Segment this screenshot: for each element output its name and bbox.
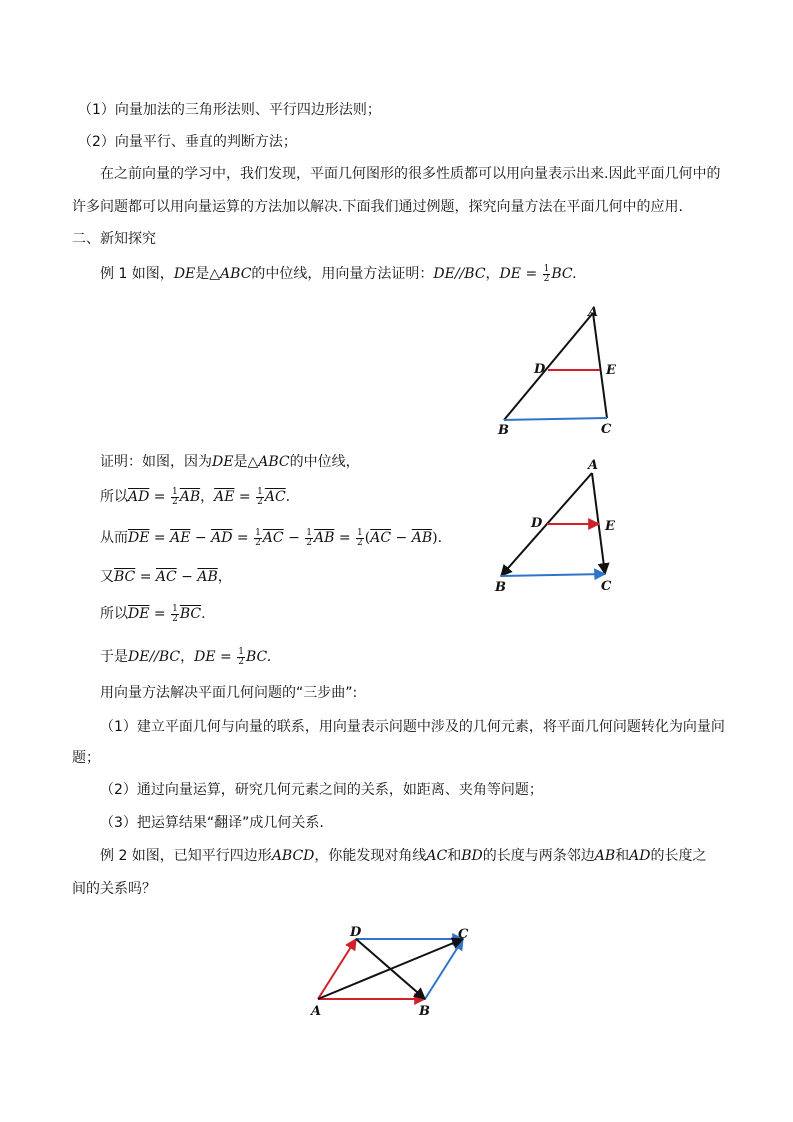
example1-statement: 例 1 如图，DE是△ABC的中位线，用向量方法证明：DE//BC，DE = $\frac{1}{2}$ BC.: [100, 263, 577, 284]
proof-line-2: 所以$\overline{AD}$ = $\frac{1}{2}$ $\overline{AB}$，$\overline{AE}$ = $\frac{1}{2}$ $\overline{AC}$.: [100, 486, 291, 507]
label-d: D: [350, 925, 362, 940]
label-b: B: [498, 423, 509, 438]
parallelogram-figure: [305, 922, 480, 1022]
label-d: D: [534, 362, 546, 377]
step-2: （2）通过向量运算，研究几何元素之间的关系，如距离、夹角等问题；: [100, 782, 543, 798]
vector-bc: [425, 939, 463, 999]
proof-line-1: 证明：如图，因为DE是△ABC的中位线，: [100, 454, 360, 470]
label-d: D: [531, 516, 543, 531]
label-e: E: [605, 519, 615, 534]
vector-bc: [501, 574, 605, 576]
review-item-1: （1）向量加法的三角形法则、平行四边形法则；: [78, 102, 381, 118]
step-3: （3）把运算结果“翻译”成几何关系.: [100, 815, 324, 831]
label-b: B: [495, 580, 506, 595]
proof-line-3: 从而$\overline{DE} = \overline{AE} - \overline{AD}$ = $\frac{1}{2}$ $\overline{AC}$ − $\frac{1}{2}$ $\overline{AB}$ = $\frac{1}{2}$ $(\overline{AC} - \overline{AB})$.: [100, 527, 443, 548]
example2-statement: 例 2 如图，已知平行四边形ABCD，你能发现对角线AC和BD的长度与两条邻边AB和AD的长度之: [100, 848, 707, 864]
proof-line-5: 所以$\overline{DE}$ = $\frac{1}{2}$ $\overline{BC}$.: [100, 603, 206, 624]
intro-line-1: 在之前向量的学习中，我们发现，平面几何图形的很多性质都可以用向量表示出来.因此平面几何中的: [100, 166, 721, 182]
label-c: C: [601, 422, 612, 437]
proof-line-6: 于是DE//BC，DE = $\frac{1}{2}$ BC.: [100, 646, 272, 667]
label-b: B: [419, 1004, 430, 1019]
step-1-cont: 题；: [72, 750, 100, 766]
triangle-figure-2: [488, 455, 623, 600]
label-c: C: [601, 579, 612, 594]
label-a: A: [311, 1004, 322, 1019]
vector-ad: [318, 939, 356, 999]
side-ab: [504, 313, 593, 420]
label-c: C: [458, 927, 469, 942]
triangle-figure-1: [490, 300, 625, 440]
proof-line-4: 又$\overline{BC} = \overline{AC} - \overline{AB}$，: [100, 569, 232, 585]
side-bc: [504, 418, 607, 420]
side-ac: [593, 313, 607, 418]
label-e: E: [606, 363, 616, 378]
steps-title: 用向量方法解决平面几何问题的“三步曲”:: [100, 685, 358, 701]
section-heading: 二、新知探究: [72, 231, 156, 247]
label-a: A: [588, 305, 599, 320]
step-1: （1）建立平面几何与向量的联系，用向量表示问题中涉及的几何元素，将平面几何问题转化为向量问: [100, 719, 725, 735]
example2-line-2: 间的关系吗？: [72, 881, 156, 897]
intro-line-2: 许多问题都可以用向量运算的方法加以解决.下面我们通过例题，探究向量方法在平面几何中的应用.: [72, 199, 683, 215]
diagonal-db: [356, 939, 425, 999]
review-item-2: （2）向量平行、垂直的判断方法；: [78, 134, 297, 150]
label-a: A: [588, 458, 599, 473]
